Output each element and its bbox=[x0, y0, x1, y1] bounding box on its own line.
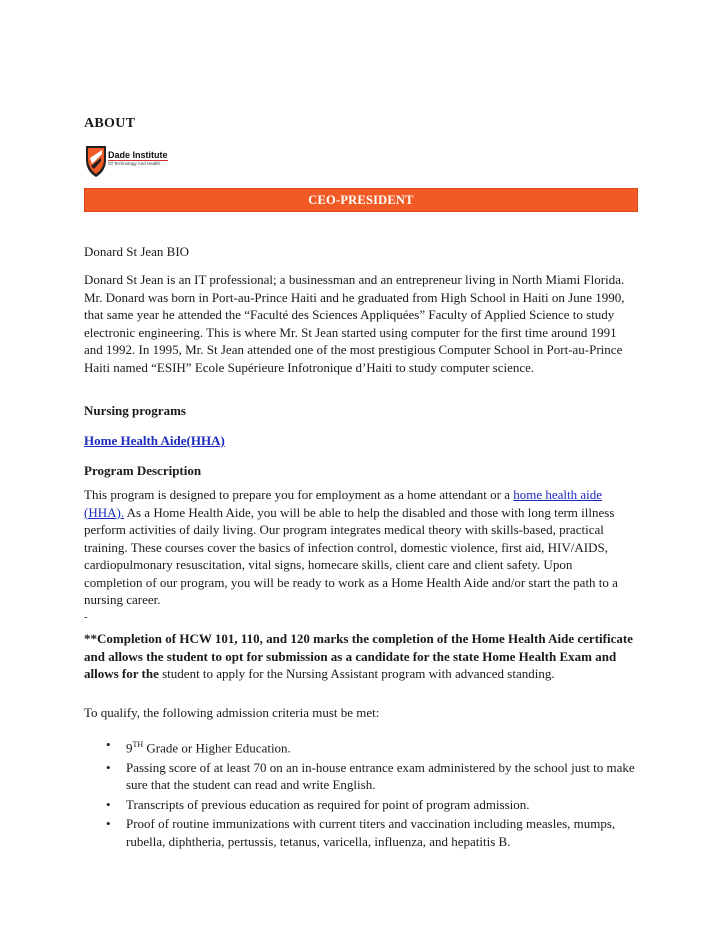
qualify-text: To qualify, the following admission criteria must be met: bbox=[84, 705, 380, 720]
grade-superscript: TH bbox=[132, 740, 144, 749]
list-item bbox=[84, 736, 640, 757]
admission-criteria-list bbox=[84, 736, 640, 852]
bullet: • bbox=[106, 737, 111, 752]
completion-bold-text: **Completion of HCW 101, 110, and 120 marks the completion of the Home Health Aide certificate and allows the student to opt for submission as a candidate for the state Home Health Exam and allows for the bbox=[84, 631, 633, 681]
program-description-heading: Program Description bbox=[84, 463, 202, 478]
completion-normal-text: student to apply for the Nursing Assistant program with advanced standing. bbox=[158, 666, 555, 681]
bullet: • bbox=[106, 816, 111, 832]
logo-text bbox=[108, 150, 168, 167]
criteria-text: Transcripts of previous education as required for point of program admission. bbox=[126, 796, 530, 812]
section-banner: CEO-PRESIDENT bbox=[84, 188, 638, 212]
hha-link[interactable]: Home Health Aide(HHA) bbox=[84, 433, 225, 448]
nursing-programs-heading: Nursing programs bbox=[84, 403, 186, 418]
criteria-text: Proof of routine immunizations with current titers and vaccination including measles, mumps, rubella, diphtheria, pertussis, tetanus, varicella, influenza, and hepatitis B. bbox=[126, 816, 616, 849]
program-text-start: This program is designed to prepare you for employment as a home attendant or a bbox=[84, 487, 514, 502]
bullet: • bbox=[106, 759, 111, 775]
grade-number: 9 bbox=[126, 740, 133, 756]
grade-text: Grade or Higher Education. bbox=[143, 740, 291, 756]
bio-paragraph: Donard St Jean is an IT professional; a businessman and an entrepreneur living in North Miami Florida. Mr. Donard was born in Port-au-Prince Haiti and he graduated from High School in Haiti on June 1990, that same year he attended the “Faculté des Sciences Appliquées” Faculty of Applied Science to study electronic engineering. This is where Mr. St Jean started using computer for the first time around 1991 and 1992. In 1995, Mr. St Jean attended one of the most prestigious Computer School in Port-au-Prince Haiti named “ESIH” Ecole Supérieure Infotronique d’Haiti to study computer science. bbox=[84, 272, 625, 375]
bio-title: Donard St Jean BIO bbox=[84, 244, 190, 259]
home-health-aide-link[interactable]: home health aide (HHA). bbox=[84, 487, 603, 520]
list-item bbox=[84, 815, 640, 850]
program-text-end: As a Home Health Aide, you will be able to help the disabled and those with long term illness perform activities of daily living. Our program integrates medical theory with skills-based, practical training. These courses cover the basics of infection control, domestic violence, first aid, HIV/AIDS, cardiopulmonary resuscitation, vital signs, homecare skills, client care and client safety. Upon completion of our program, you will be ready to work as a Home Health Aide and/or start the path to a nursing career. bbox=[84, 504, 618, 607]
logo-name: Dade Institute bbox=[108, 150, 168, 160]
list-item bbox=[84, 796, 640, 814]
list-item bbox=[84, 759, 640, 794]
institute-logo bbox=[84, 142, 174, 180]
program-paragraph bbox=[84, 486, 634, 609]
completion-paragraph bbox=[84, 630, 634, 683]
separator-dash: - bbox=[84, 611, 88, 623]
criteria-text: Passing score of at least 70 on an in-house entrance exam administered by the school just to make sure that the student can read and write English. bbox=[126, 759, 635, 793]
shield-logo-icon bbox=[84, 144, 108, 178]
page-heading: ABOUT bbox=[84, 116, 136, 131]
bullet: • bbox=[106, 796, 111, 812]
logo-subtitle: Of Technology And Health bbox=[108, 160, 168, 167]
